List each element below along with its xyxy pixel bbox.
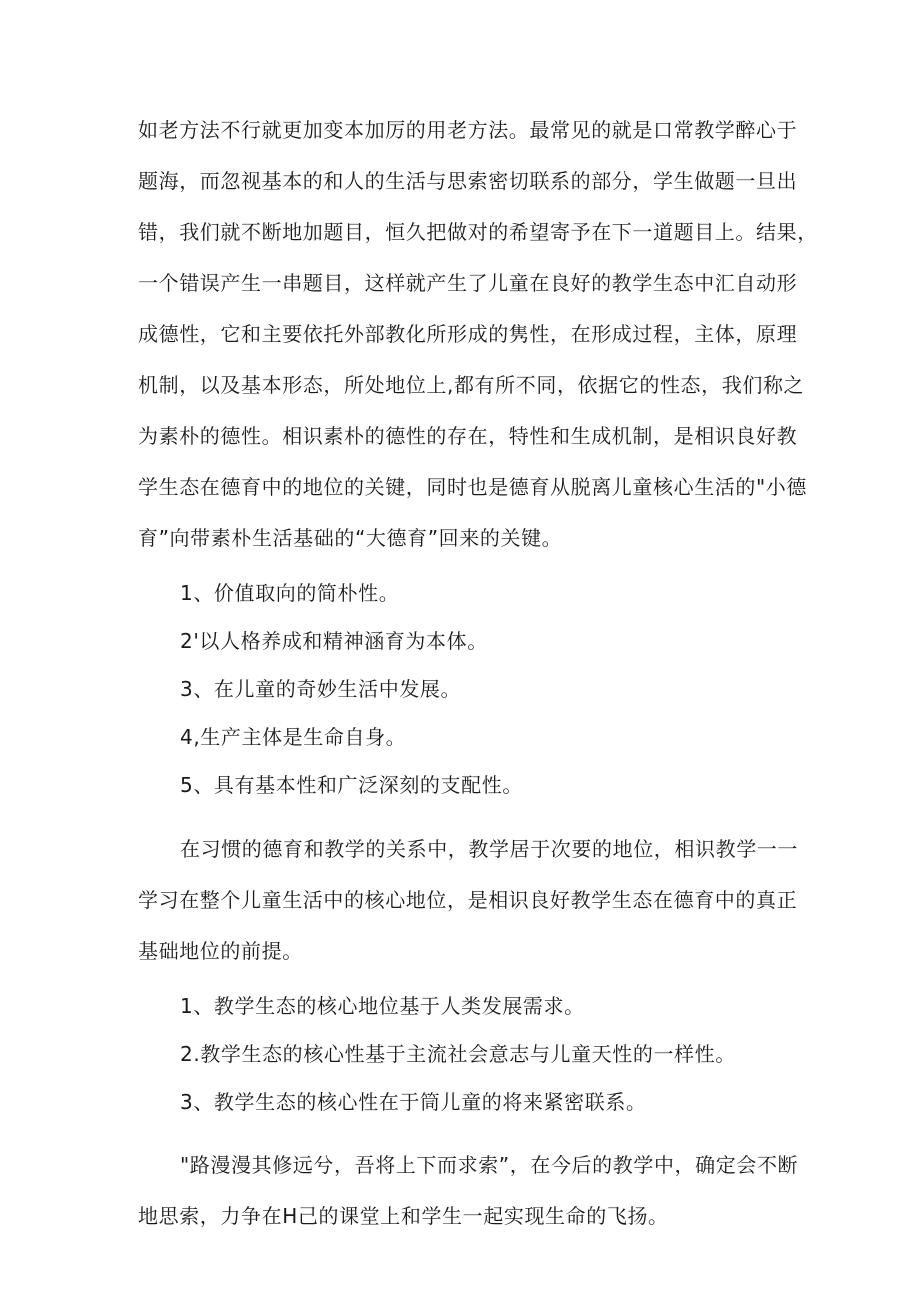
paragraph-line: 一个错误产生一串题目，这样就产生了儿童在良好的教学生态中汇自动形	[138, 271, 798, 295]
list-item: 5、具有基本性和广泛深刻的支配性。	[180, 773, 523, 797]
paragraph-line: "路漫漫其修远兮，吾将上下而求索”，在今后的教学中，确定会不断	[180, 1153, 799, 1177]
list-item: 3、教学生态的核心性在于筒儿童的将来紧密联系。	[180, 1090, 647, 1114]
paragraph-line: 题海，而忽视基本的和人的生活与思索密切联系的部分，学生做题一旦出	[138, 169, 798, 193]
list-item: 3、在儿童的奇妙生活中发展。	[180, 677, 462, 701]
paragraph-line: 学生态在德育中的地位的关键，同时也是德育从脱离儿童核心生活的"小德	[138, 475, 807, 499]
list-item: 2.教学生态的核心性基于主流社会意志与儿童天性的一样性。	[180, 1042, 736, 1066]
list-item: 2'以人格养成和精神涵育为本体。	[180, 629, 488, 653]
paragraph-line: 机制，以及基本形态，所处地位上,都有所不同，依据它的性态，我们称之	[138, 373, 805, 397]
paragraph-line: 育”向带素朴生活基础的“大德育”回来的关键。	[138, 526, 563, 550]
list-item: 1、价值取向的简朴性。	[180, 581, 400, 605]
list-item: 1、教学生态的核心地位基于人类发展需求。	[180, 994, 585, 1018]
paragraph-line: 错，我们就不断地加题目，恒久把做对的希望寄予在下一道题目上。结果，	[138, 220, 818, 244]
paragraph-line: 在习惯的德育和教学的关系中，教学居于次要的地位，相识教学一一	[180, 837, 798, 861]
list-item: 4,生产主体是生命自身。	[180, 725, 407, 749]
paragraph-line: 地思索，力争在H己的课堂上和学生一起实现生命的飞扬。	[138, 1204, 669, 1228]
paragraph-line: 成德性，它和主要依托外部教化所形成的隽性，在形成过程，主体，原理	[138, 322, 798, 346]
paragraph-line: 为素朴的德性。相识素朴的德性的存在，特性和生成机制，是相识良好教	[138, 424, 798, 448]
paragraph-line: 如老方法不行就更加变本加厉的用老方法。最常见的就是口常教学醉心于	[138, 118, 798, 142]
paragraph-line: 基础地位的前提。	[138, 939, 303, 963]
paragraph-line: 学习在整个儿童生活中的核心地位，是相识良好教学生态在德育中的真正	[138, 888, 798, 912]
